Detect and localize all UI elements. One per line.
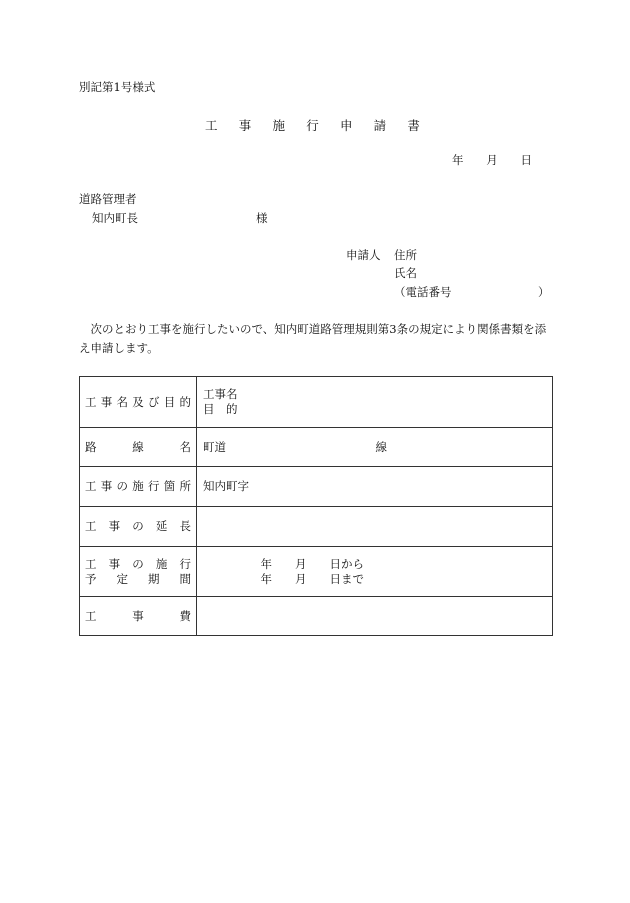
title-char: 申	[339, 118, 353, 133]
table-row	[80, 428, 553, 467]
label-line	[85, 479, 191, 494]
phone-label: （電話番号	[394, 285, 452, 299]
address-label: 住所	[394, 248, 417, 262]
table-row	[80, 597, 553, 636]
row-value[interactable]	[197, 428, 553, 467]
label-char: 工	[85, 608, 97, 623]
label-char: 的	[179, 394, 191, 409]
addressee-name: 知内町長	[92, 211, 138, 225]
row-value[interactable]	[197, 547, 553, 597]
name-label: 氏名	[394, 266, 417, 280]
title-char: 請	[373, 118, 387, 133]
label-char: 工	[85, 556, 97, 571]
label-char: 名	[116, 394, 128, 409]
label-char: の	[132, 519, 144, 533]
row-value[interactable]	[197, 597, 553, 636]
label-char: 工	[85, 394, 97, 409]
period-start-line: 年 月 日から	[203, 556, 364, 571]
label-char: 路	[85, 439, 97, 454]
label-char: び	[148, 394, 160, 409]
honorific: 様	[256, 211, 268, 225]
label-char: 工	[85, 479, 97, 493]
label-char: 名	[179, 439, 191, 454]
purpose-line: 目 的	[203, 402, 238, 416]
row-value[interactable]	[197, 507, 553, 547]
label-line	[85, 609, 191, 624]
label-char: 延	[155, 519, 168, 533]
label-char: 工	[85, 519, 97, 533]
date-year: 年	[452, 153, 464, 167]
label-char: 施	[132, 479, 144, 493]
label-line	[85, 519, 191, 534]
table-row	[80, 467, 553, 507]
label-char: の	[116, 479, 128, 493]
label-char: 予	[85, 571, 97, 586]
title-char: 工	[205, 118, 218, 133]
label-line	[85, 440, 191, 455]
label-line	[85, 572, 191, 587]
row-value[interactable]	[197, 467, 553, 507]
label-char: 箇	[163, 479, 176, 493]
label-char: 施	[155, 556, 168, 571]
label-line	[85, 395, 191, 410]
row-label	[80, 428, 197, 467]
label-char: 事	[100, 479, 113, 493]
label-char: 及	[132, 394, 144, 409]
row-label	[80, 377, 197, 428]
location-line: 知内町字	[203, 479, 249, 493]
title-char: 行	[306, 118, 319, 133]
construction-details-table	[79, 376, 553, 636]
label-char: 事	[132, 608, 144, 623]
row-value[interactable]	[197, 377, 553, 428]
label-char: 期	[148, 571, 160, 586]
label-char: の	[132, 556, 144, 571]
date-day: 日	[520, 153, 532, 167]
period-end-line: 年 月 日まで	[203, 571, 364, 586]
label-char: 長	[179, 519, 191, 533]
road-administrator-title: 道路管理者	[79, 192, 137, 206]
phone-close-paren: ）	[538, 285, 550, 299]
title-char: 施	[272, 118, 285, 133]
label-char: 線	[132, 439, 144, 454]
label-line	[85, 557, 191, 572]
table-row	[80, 547, 553, 597]
row-label	[80, 547, 197, 597]
date-month: 月	[486, 153, 498, 167]
label-char: 行	[148, 479, 160, 493]
document-title	[205, 120, 420, 133]
table-row	[80, 377, 553, 428]
row-label	[80, 597, 197, 636]
label-char: 所	[179, 479, 191, 493]
label-char: 行	[179, 556, 191, 571]
label-char: 間	[179, 571, 191, 586]
row-label	[80, 507, 197, 547]
label-char: 事	[100, 394, 113, 409]
application-statement: 次のとおり工事を施行したいので、知内町道路管理規則第3条の規定により関係書類を添え申請します。	[79, 322, 547, 355]
label-char: 事	[108, 519, 121, 533]
label-char: 費	[179, 608, 191, 623]
row-label	[80, 467, 197, 507]
route-name-line: 町道 線	[203, 439, 387, 454]
applicant-label: 申請人	[346, 248, 381, 262]
label-char: 事	[108, 556, 121, 571]
label-char: 定	[116, 571, 128, 586]
title-char: 事	[238, 118, 252, 133]
table-row	[80, 507, 553, 547]
construction-name-line: 工事名	[203, 387, 238, 401]
form-number: 別記第1号様式	[79, 80, 156, 94]
date-line	[452, 155, 532, 167]
label-char: 目	[163, 394, 176, 409]
title-char: 書	[407, 118, 420, 133]
